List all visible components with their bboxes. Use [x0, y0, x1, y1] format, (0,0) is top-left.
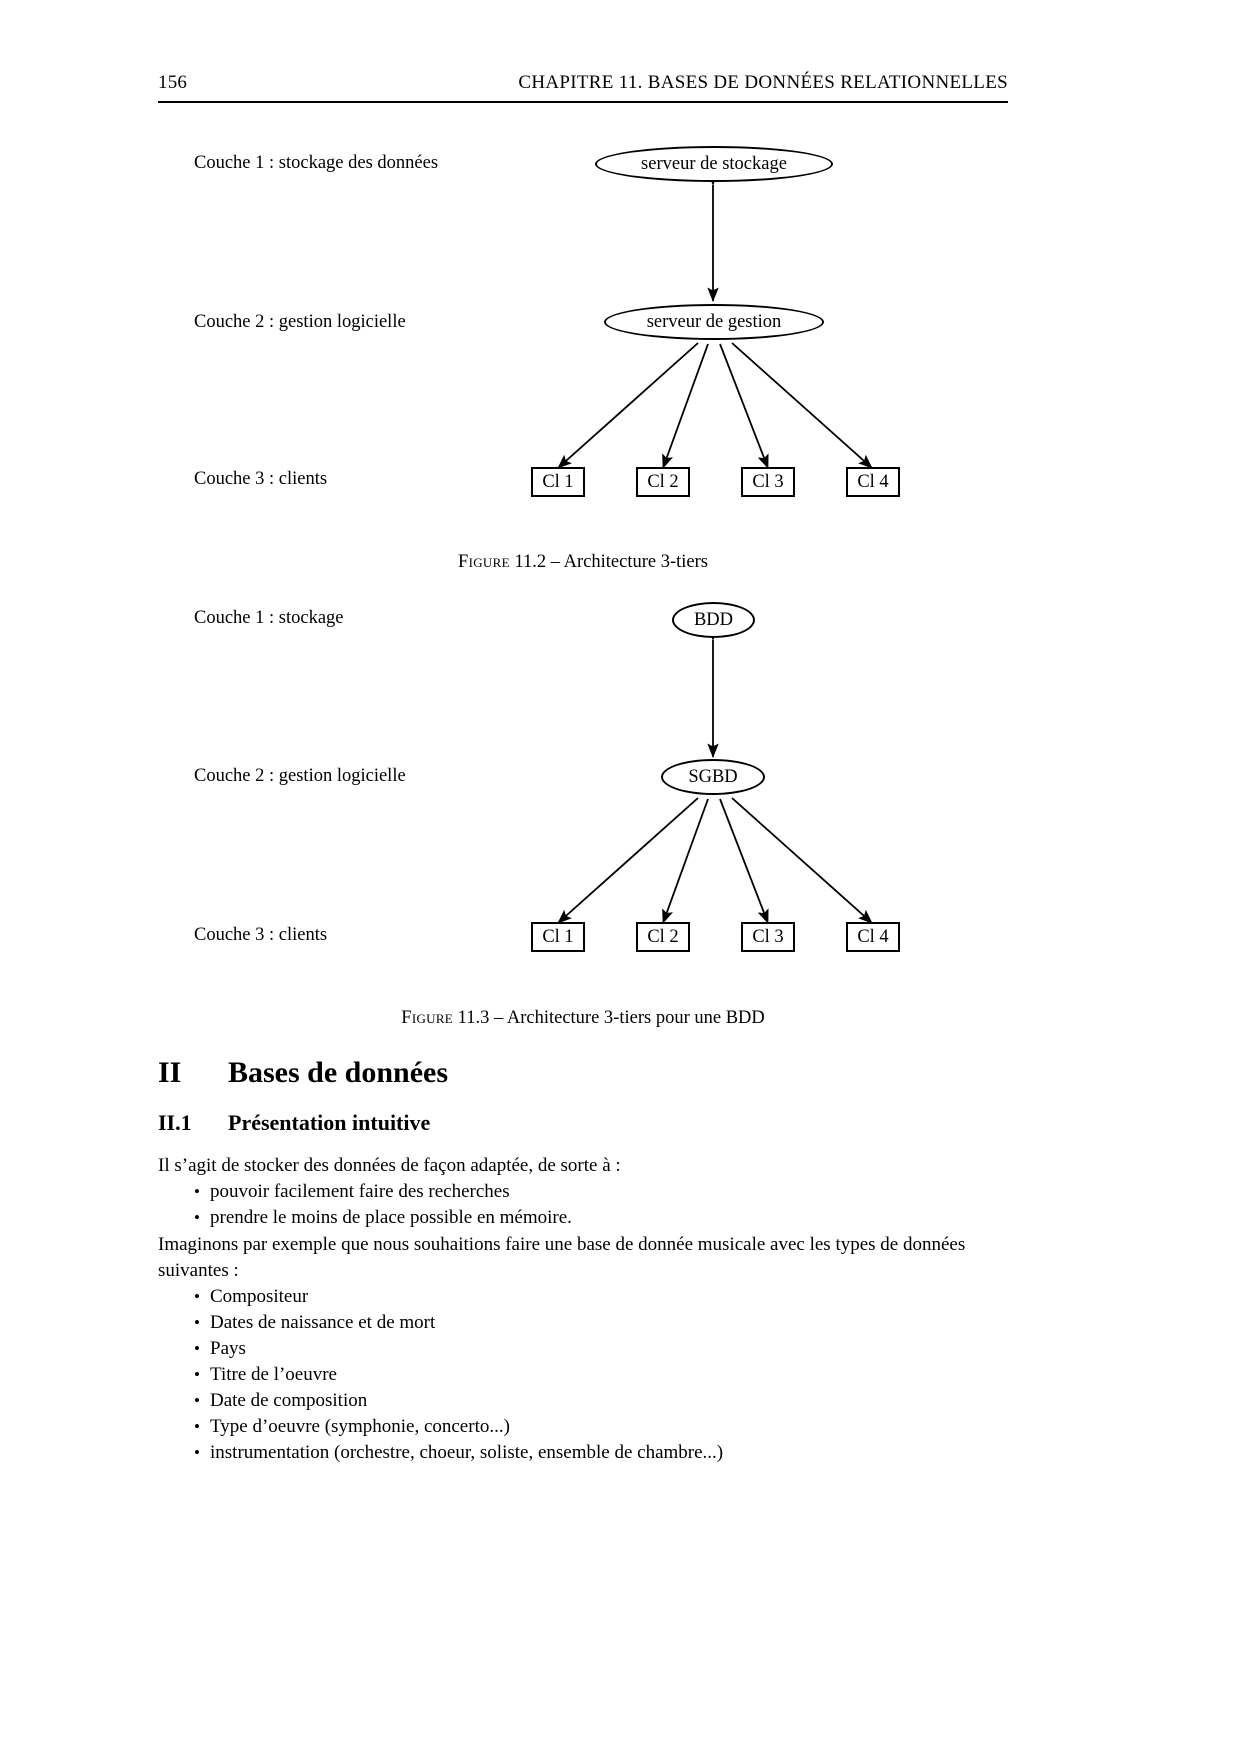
figure1-caption-dash: – — [550, 552, 561, 572]
section-title: Bases de données — [228, 1056, 449, 1089]
figure2-node-client-1[interactable] — [531, 922, 585, 952]
goals-item-1: pouvoir facilement faire des recherches — [210, 1181, 510, 1202]
data-type-5: Date de composition — [210, 1390, 368, 1411]
figure1-node-management-server-label: serveur de gestion — [646, 311, 782, 332]
chapter-title: CHAPITRE 11. BASES DE DONNÉES RELATIONNELLES — [518, 72, 1008, 93]
figure2-layer-1-label: Couche 1 : stockage — [194, 608, 344, 628]
figure-architecture-3-tiers-bdd — [158, 585, 1008, 1028]
list-item — [158, 1440, 1010, 1466]
list-item — [158, 1205, 1010, 1231]
figure1-layer-3-label: Couche 3 : clients — [194, 469, 328, 489]
header-rule — [158, 101, 1008, 103]
figure1-edge-to-client-3 — [720, 344, 768, 468]
figure2-node-client-4-label: Cl 4 — [857, 926, 889, 947]
data-types-list — [158, 1284, 1010, 1466]
data-type-4: Titre de l’oeuvre — [210, 1364, 337, 1385]
figure1-node-client-4[interactable] — [846, 467, 900, 497]
figure2-node-client-2-label: Cl 2 — [647, 926, 679, 947]
page-number: 156 — [158, 72, 188, 93]
figure2-node-bdd-label: BDD — [693, 609, 734, 630]
figure2-node-client-4[interactable] — [846, 922, 900, 952]
subsection-number: II.1 — [158, 1110, 192, 1135]
example-paragraph: Imaginons par exemple que nous souhaitions faire une base de donnée musicale avec les types de données suivantes : — [158, 1234, 966, 1281]
figure1-edge-to-client-4 — [732, 343, 872, 468]
figure1-node-management-server[interactable] — [604, 304, 824, 340]
figure2-node-bdd[interactable] — [672, 602, 755, 638]
figure2-edge-to-client-3 — [720, 799, 768, 923]
list-item — [158, 1284, 1010, 1310]
figure1-edge-to-client-2 — [663, 344, 708, 468]
figure1-node-client-1-label: Cl 1 — [542, 471, 574, 492]
figure2-node-client-2[interactable] — [636, 922, 690, 952]
figure1-node-client-2[interactable] — [636, 467, 690, 497]
figure2-node-client-3[interactable] — [741, 922, 795, 952]
list-item — [158, 1310, 1010, 1336]
figure1-caption-text: Architecture 3-tiers — [563, 552, 708, 572]
list-item — [158, 1336, 1010, 1362]
figure2-caption-dash: – — [494, 1008, 504, 1028]
list-item — [158, 1179, 1010, 1205]
figure1-node-client-4-label: Cl 4 — [857, 471, 889, 492]
running-header — [158, 72, 1008, 100]
figure1-edge-to-client-1 — [558, 343, 698, 468]
figure2-caption-label: Figure — [401, 1008, 454, 1028]
subsection-title: Présentation intuitive — [228, 1110, 431, 1135]
figure2-node-client-3-label: Cl 3 — [752, 926, 784, 947]
figure2-diagram — [158, 585, 1008, 985]
section-heading — [158, 1056, 448, 1090]
figure1-diagram — [158, 128, 1008, 528]
figure1-caption-label: Figure — [458, 552, 510, 572]
subsection-heading — [158, 1110, 430, 1136]
figure1-layer-2-label: Couche 2 : gestion logicielle — [194, 312, 406, 332]
figure1-node-storage-server[interactable] — [595, 146, 833, 182]
figure1-node-client-2-label: Cl 2 — [647, 471, 679, 492]
figure2-layer-3-label: Couche 3 : clients — [194, 925, 328, 945]
figure2-caption — [158, 1008, 1008, 1029]
data-type-7: instrumentation (orchestre, choeur, soliste, ensemble de chambre...) — [210, 1442, 724, 1463]
list-item — [158, 1388, 1010, 1414]
data-type-3: Pays — [210, 1338, 246, 1359]
figure1-node-storage-server-label: serveur de stockage — [641, 153, 787, 174]
section-number: II — [158, 1056, 182, 1089]
figure2-caption-text: Architecture 3-tiers pour une BDD — [506, 1008, 765, 1028]
figure2-node-sgbd[interactable] — [661, 759, 765, 795]
figure1-caption — [158, 552, 1008, 573]
data-type-2: Dates de naissance et de mort — [210, 1312, 436, 1333]
list-item — [158, 1362, 1010, 1388]
figure2-edge-to-client-4 — [732, 798, 872, 923]
figure2-node-sgbd-label: SGBD — [688, 766, 738, 787]
intro-paragraph: Il s’agit de stocker des données de façon adaptée, de sorte à : — [158, 1155, 621, 1176]
goals-item-2: prendre le moins de place possible en mémoire. — [210, 1207, 572, 1228]
figure1-caption-number: 11.2 — [514, 552, 547, 572]
figure1-node-client-3-label: Cl 3 — [752, 471, 784, 492]
data-type-6: Type d’oeuvre (symphonie, concerto...) — [210, 1416, 510, 1437]
figure1-node-client-1[interactable] — [531, 467, 585, 497]
figure1-layer-1-label: Couche 1 : stockage des données — [194, 153, 439, 173]
list-item — [158, 1414, 1010, 1440]
figure2-caption-number: 11.3 — [457, 1008, 490, 1028]
figure2-node-client-1-label: Cl 1 — [542, 926, 574, 947]
figure2-layer-2-label: Couche 2 : gestion logicielle — [194, 766, 406, 786]
data-type-1: Compositeur — [210, 1286, 309, 1307]
figure1-node-client-3[interactable] — [741, 467, 795, 497]
figure2-edge-to-client-2 — [663, 799, 708, 923]
goals-list — [158, 1179, 1010, 1231]
figure2-edge-to-client-1 — [558, 798, 698, 923]
figure-architecture-3-tiers — [158, 128, 1008, 572]
